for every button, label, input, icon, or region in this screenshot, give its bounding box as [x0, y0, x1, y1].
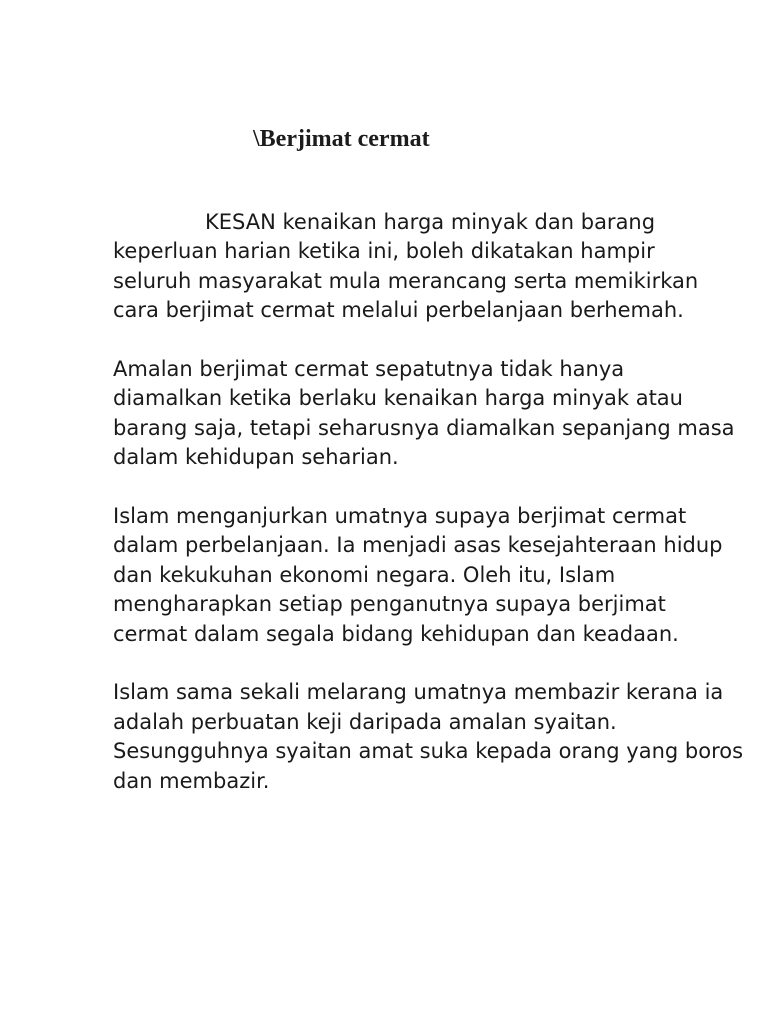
paragraph-2: Amalan berjimat cermat sepatutnya tidak hanya diamalkan ketika berlaku kenaikan harga minyak atau barang saja, tetapi seharusnya diamalkan sepanjang masa dalam kehidupan seharian. [113, 357, 735, 470]
paragraph-4: Islam sama sekali melarang umatnya membazir kerana ia adalah perbuatan keji daripada amalan syaitan. Sesungguhnya syaitan amat suka kepada orang yang boros dan membazir. [113, 680, 744, 793]
paragraph-1-text: KESAN kenaikan harga minyak dan barang keperluan harian ketika ini, boleh dikatakan hampir seluruh masyarakat mula merancang serta memikirkan cara berjimat cermat melalui perbelanjaan berhemah. [113, 210, 699, 323]
document-title: \Berjimat cermat [253, 126, 430, 152]
paragraph-3: Islam menganjurkan umatnya supaya berjimat cermat dalam perbelanjaan. Ia menjadi asas kesejahteraan hidup dan kekukuhan ekonomi negara. Oleh itu, Islam mengharapkan setiap penganutnya supaya berjimat cermat dalam segala bidang kehidupan dan keadaan. [113, 504, 723, 646]
paragraph-1 [113, 208, 763, 326]
document-body [113, 208, 763, 825]
